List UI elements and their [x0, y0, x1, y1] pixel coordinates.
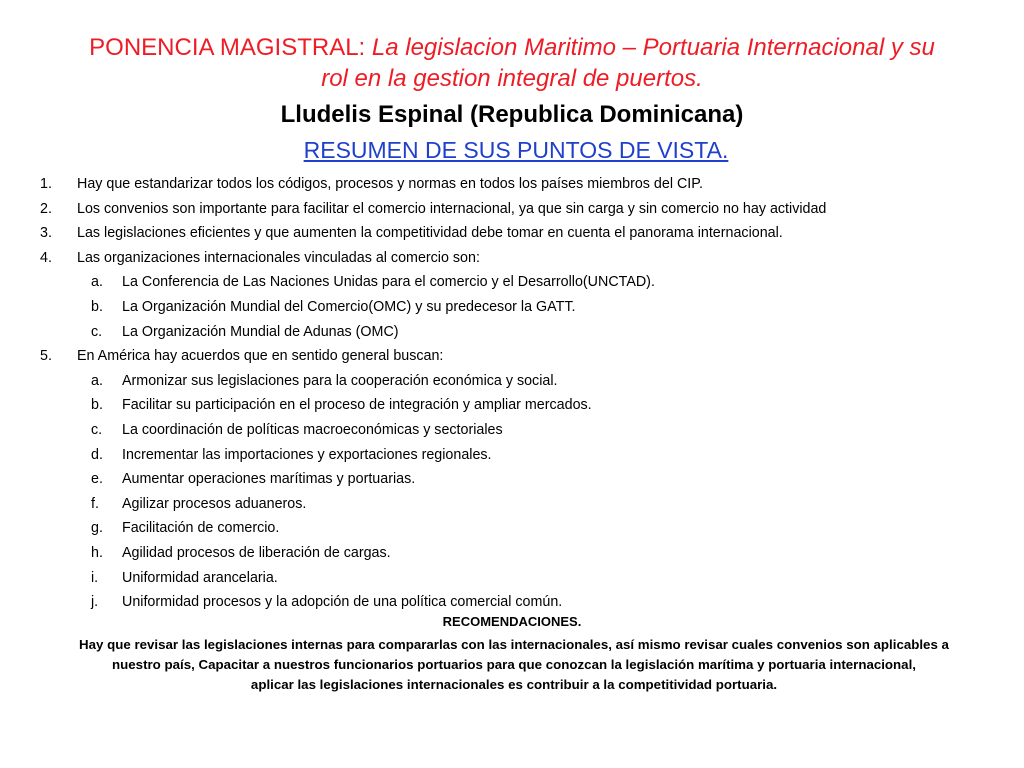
slide-title	[40, 32, 984, 94]
list-item	[40, 197, 1000, 222]
list-item-number: 3.	[40, 225, 52, 242]
list-item-number: 4.	[40, 249, 52, 266]
sub-list-item-text: Incrementar las importaciones y exportaciones regionales.	[122, 446, 492, 463]
speaker-name: Lludelis Espinal (Republica Dominicana)	[280, 101, 744, 128]
sub-list-item-text: Agilizar procesos aduaneros.	[122, 495, 307, 512]
sub-list-item-text: La coordinación de políticas macroeconómicas y sectoriales	[122, 421, 503, 438]
sub-list-item-letter: b.	[91, 397, 103, 414]
sub-list-item	[40, 467, 1000, 492]
list-item-text: En América hay acuerdos que en sentido general buscan:	[77, 348, 444, 365]
title-topic-line-2: rol en la gestion integral de puertos.	[321, 65, 703, 92]
recommendations-line: aplicar las legislaciones internacionales es contribuir a la competitividad portuaria.	[250, 677, 778, 692]
sub-list-item-text: Agilidad procesos de liberación de cargas.	[122, 544, 391, 561]
sub-list-item-text: Uniformidad procesos y la adopción de una política comercial común.	[122, 594, 563, 611]
title-prefix: PONENCIA MAGISTRAL:	[89, 34, 372, 61]
sub-list-item	[40, 418, 1000, 443]
sub-list-item-letter: h.	[91, 544, 103, 561]
sub-list-item-letter: e.	[91, 471, 103, 488]
sub-list-item-text: Armonizar sus legislaciones para la cooperación económica y social.	[122, 372, 558, 389]
title-topic-line-1: La legislacion Maritimo – Portuaria Internacional y su	[371, 34, 935, 61]
sub-list-item-letter: b.	[91, 298, 103, 315]
sub-list-item-letter: i.	[91, 569, 99, 586]
sub-list-item-letter: d.	[91, 446, 103, 463]
list-item	[40, 172, 1000, 197]
sub-list-item	[40, 516, 1000, 541]
summary-heading: RESUMEN DE SUS PUNTOS DE VISTA.	[303, 137, 729, 163]
list-item-text: Las organizaciones internacionales vinculadas al comercio son:	[77, 249, 480, 266]
list-item-text: Hay que estandarizar todos los códigos, procesos y normas en todos los países miembros del CIP.	[77, 176, 703, 192]
sub-list-item	[40, 492, 1000, 517]
sub-list-item	[40, 541, 1000, 566]
sub-list-item-text: Uniformidad arancelaria.	[122, 569, 278, 586]
recommendations-line: nuestro país, Capacitar a nuestros funcionarios portuarios para que conozcan la legislación marítima y portuaria internacional,	[112, 657, 916, 672]
sub-list-item-letter: a.	[91, 274, 103, 291]
recommendations-line: Hay que revisar las legislaciones internas para compararlas con las internacionales, así mismo revisar cuales convenios son aplicables a	[79, 637, 949, 652]
title-line-1	[40, 32, 984, 63]
sub-list-item-text: La Organización Mundial de Adunas (OMC)	[122, 323, 399, 340]
sub-list-item	[40, 270, 1000, 295]
list-item-number: 5.	[40, 348, 52, 365]
sub-list-item-text: Facilitar su participación en el proceso de integración y ampliar mercados.	[122, 397, 592, 414]
sub-list-item-letter: c.	[91, 421, 103, 438]
sub-list-item	[40, 320, 1000, 345]
sub-list-item-letter: g.	[91, 520, 103, 537]
sub-list-item	[40, 295, 1000, 320]
list-item-number: 1.	[40, 176, 52, 192]
sub-list-item-letter: a.	[91, 372, 103, 389]
list-item-text: Los convenios son importante para facilitar el comercio internacional, ya que sin carga y sin comercio no hay actividad	[77, 200, 827, 217]
list-item	[40, 246, 1000, 271]
sub-list-item-text: Aumentar operaciones marítimas y portuarias.	[122, 471, 416, 488]
sub-list-item-text: La Organización Mundial del Comercio(OMC) y su predecesor la GATT.	[122, 298, 576, 315]
recommendations-heading: RECOMENDACIONES.	[442, 614, 582, 629]
sub-list-item-text: Facilitación de comercio.	[122, 520, 280, 537]
sub-list-item	[40, 590, 1000, 615]
sub-list-item-letter: f.	[91, 495, 99, 512]
sub-list-item	[40, 369, 1000, 394]
sub-list-item-text: La Conferencia de Las Naciones Unidas para el comercio y el Desarrollo(UNCTAD).	[122, 274, 655, 291]
sub-list-item	[40, 566, 1000, 591]
points-list	[40, 172, 1000, 615]
sub-list-item	[40, 393, 1000, 418]
sub-list-item	[40, 443, 1000, 468]
recommendations-text	[26, 635, 1002, 695]
list-item	[40, 344, 1000, 369]
sub-list-item-letter: j.	[91, 594, 99, 611]
sub-list-item-letter: c.	[91, 323, 103, 340]
list-item-number: 2.	[40, 200, 52, 217]
list-item-text: Las legislaciones eficientes y que aumenten la competitividad debe tomar en cuenta el panorama internacional.	[77, 225, 783, 242]
list-item	[40, 221, 1000, 246]
